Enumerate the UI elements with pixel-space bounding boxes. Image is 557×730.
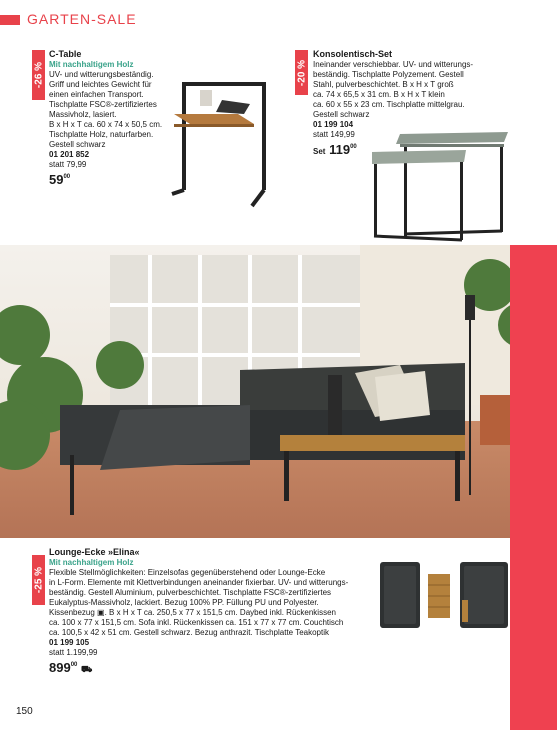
product-title: Konsolentisch-Set [313,49,393,59]
discount-badge-konsole: -20 % [295,50,308,95]
product-description: Ineinander verschiebbar. UV- und witterungs- beständig. Tischplatte Polyzement. Gestell Stahl, pulverbeschichtet. B x H x T groß ca. 74 x 65,5 x 31 cm. B x H x T klein ca. 60 x 55 x 23 cm. Tischplatte mittelgrau. Gestell schwarz [313,60,474,119]
section-title: GARTEN-SALE [27,11,137,27]
discount-badge-lounge: -25 % [32,555,45,605]
old-price: statt 79,99 [49,160,87,169]
price: Set $119^{00}$ [313,142,357,157]
discount-badge-ctable: -26 % [32,50,45,100]
old-price: statt 1.199,99 [49,648,98,657]
lounge-scene-illustration [0,245,557,538]
product-description: Flexible Stellmöglichkeiten: Einzelsofas gegenüberstehend oder Lounge-Ecke in L-Form. Elemente mit Klettverbindungen aneinander fixierbar. UV- und witterungs- beständig. Gestell Aluminium, pulverbeschichtet. Tischplatte FSC®-zertifiziertes Eukalyptus-Massivholz, lackiert. Bezug 100% PP. Füllung PU und Polyester. Kissenbezug ▣. B x H x T ca. 250,5 x 77 x 151,5 cm. Daybed inkl. Rückenkissen ca. 100 x 77 x 151,5 cm. Sofa inkl. Rückenkissen ca. 151 x 77 x 77 cm. Couchtisch ca. 100,5 x 42 x 51 cm. Gestell schwarz. Bezug anthrazit. Tischplatte Teakoptik [49,568,349,637]
eco-label: Mit nachhaltigem Holz [49,60,134,69]
header-accent-bar [0,15,20,25]
product-title: C-Table [49,49,82,59]
article-number: 01 199 104 [313,120,354,129]
product-ctable [49,49,169,187]
article-number: 01 201 852 [49,150,90,159]
product-lounge [49,547,374,677]
price: $899^{00}$ ⛟ [49,660,93,675]
product-title: Lounge-Ecke »Elina« [49,547,140,557]
ctable-product-image [170,80,290,210]
product-description: UV- und witterungsbeständig. Griff und leichtes Gewicht für einen einfachen Transport. Tischplatte FSC®-zertifiziertes Massivholz, lasiert. B x H x T ca. 60 x 74 x 50,5 cm. Tischplatte Holz, naturfarben. Gestell schwarz [49,70,163,149]
article-number: 01 199 105 [49,638,90,647]
lounge-topview-image [378,560,510,630]
old-price: statt 149,99 [313,130,355,139]
eco-label: Mit nachhaltigem Holz [49,558,134,567]
konsole-product-image [370,128,520,246]
lounge-lifestyle-photo [0,245,557,538]
page-number: 150 [16,706,33,717]
decorative-red-band [510,245,557,730]
price: $59^{00}$ [49,172,71,187]
delivery-truck-icon: ⛟ [81,664,93,674]
